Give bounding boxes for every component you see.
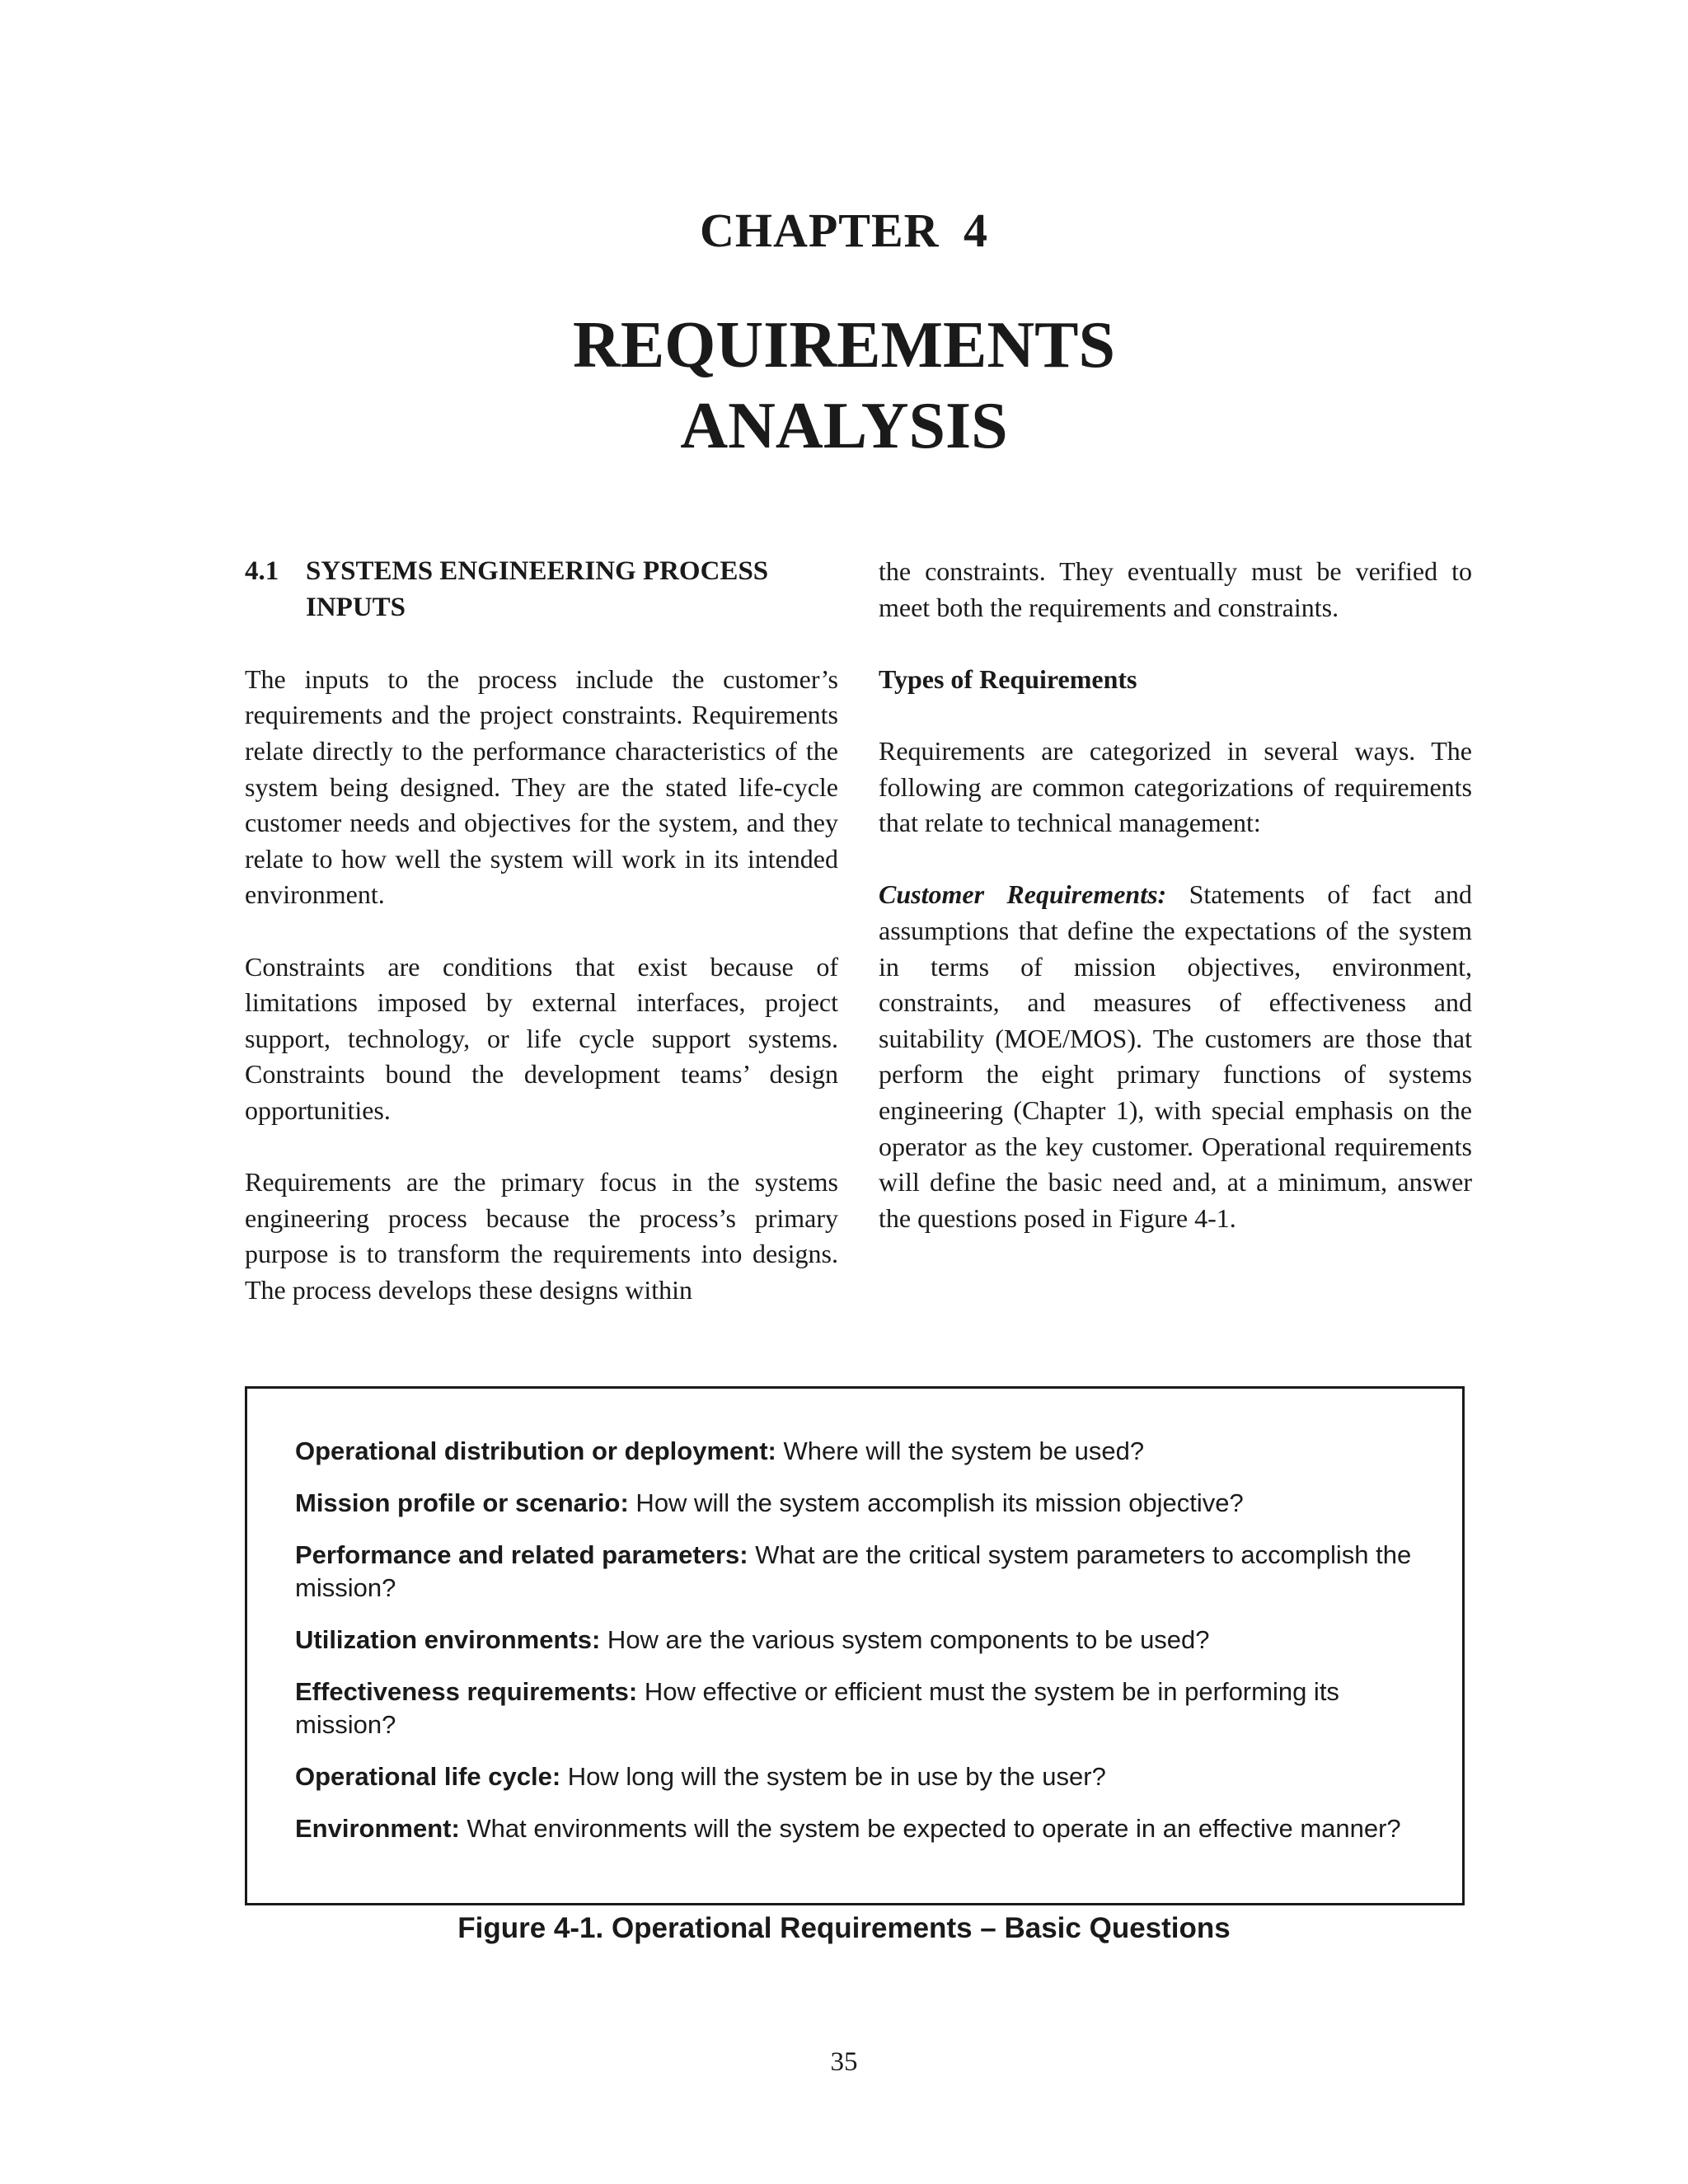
question-text: How are the various system components to be used? <box>600 1625 1210 1654</box>
chapter-title <box>0 305 1688 466</box>
question-performance <box>295 1539 1414 1605</box>
question-mission-profile <box>295 1487 1414 1520</box>
question-term: Operational distribution or deployment: <box>295 1436 776 1465</box>
chapter-title-line-2: ANALYSIS <box>680 390 1008 462</box>
figure-caption: Figure 4-1. Operational Requirements – Basic Questions <box>457 1912 1231 1944</box>
paragraph-requirements-focus: Requirements are the primary focus in the systems engineering process because the process’s primary purpose is to transform the requirements into designs. The process develops these designs within <box>245 1167 838 1305</box>
paragraph-customer-requirements <box>879 877 1472 1236</box>
paragraph-inputs: The inputs to the process include the customer’s requirements and the project constraints. Requirements relate directly to the performance characteristics of the system being designed. They are the stated life-cycle customer needs and objectives for the system, and they relate to how well the system will work in its intended environment. <box>245 663 838 910</box>
question-environment <box>295 1812 1414 1845</box>
question-term: Utilization environments: <box>295 1625 601 1654</box>
question-utilization <box>295 1624 1414 1657</box>
paragraph-constraints: Constraints are conditions that exist because of limitations imposed by external interfaces, project support, technology, or life cycle support systems. Constraints bound the development teams’ design opportunities. <box>245 951 838 1125</box>
right-column <box>879 554 1472 1272</box>
question-text: How effective or efficient must the system be in performing its mission? <box>295 1677 1339 1739</box>
question-text: How long will the system be in use by the user? <box>560 1762 1106 1791</box>
section-heading <box>245 554 838 626</box>
customer-requirements-term: Customer Requirements: <box>879 879 1167 910</box>
question-term: Performance and related parameters: <box>295 1540 748 1569</box>
subheading-types-of-requirements: Types of Requirements <box>879 663 1137 694</box>
customer-requirements-text: Statements of fact and assumptions that define the expectations of the system in terms of mission objectives, environment, constraints, and measures of effectiveness and suitability (MOE/MOS). The customers are those that perform the eight primary functions of systems engineering (Chapter 1), with special emphasis on the operator as the key customer. Operational requirements will define the basic need and, at a minimum, answer the questions posed in Figure 4-1. <box>879 879 1472 1233</box>
question-text: What are the critical system parameters to accomplish the mission? <box>295 1540 1412 1602</box>
question-term: Mission profile or scenario: <box>295 1488 629 1517</box>
question-term: Operational life cycle: <box>295 1762 561 1791</box>
question-term: Effectiveness requirements: <box>295 1677 638 1706</box>
chapter-label: CHAPTER 4 <box>699 204 989 257</box>
paragraph-continuation: the constraints. They eventually must be verified to meet both the requirements and constraints. <box>879 556 1472 622</box>
left-column <box>245 554 838 1344</box>
question-life-cycle <box>295 1760 1414 1793</box>
chapter-title-line-1: REQUIREMENTS <box>573 309 1115 382</box>
question-text: What environments will the system be expected to operate in an effective manner? <box>459 1814 1401 1843</box>
section-title: SYSTEMS ENGINEERING PROCESS INPUTS <box>306 556 769 622</box>
paragraph-categorizations: Requirements are categorized in several ways. The following are common categorizations of requirements that relate to technical management: <box>879 735 1472 838</box>
figure-box <box>245 1386 1465 1905</box>
question-text: How will the system accomplish its mission objective? <box>628 1488 1244 1517</box>
question-effectiveness <box>295 1675 1414 1741</box>
question-text: Where will the system be used? <box>776 1436 1145 1465</box>
page-number: 35 <box>830 2047 858 2077</box>
question-deployment <box>295 1435 1414 1468</box>
question-term: Environment: <box>295 1814 460 1843</box>
section-number: 4.1 <box>245 556 279 586</box>
